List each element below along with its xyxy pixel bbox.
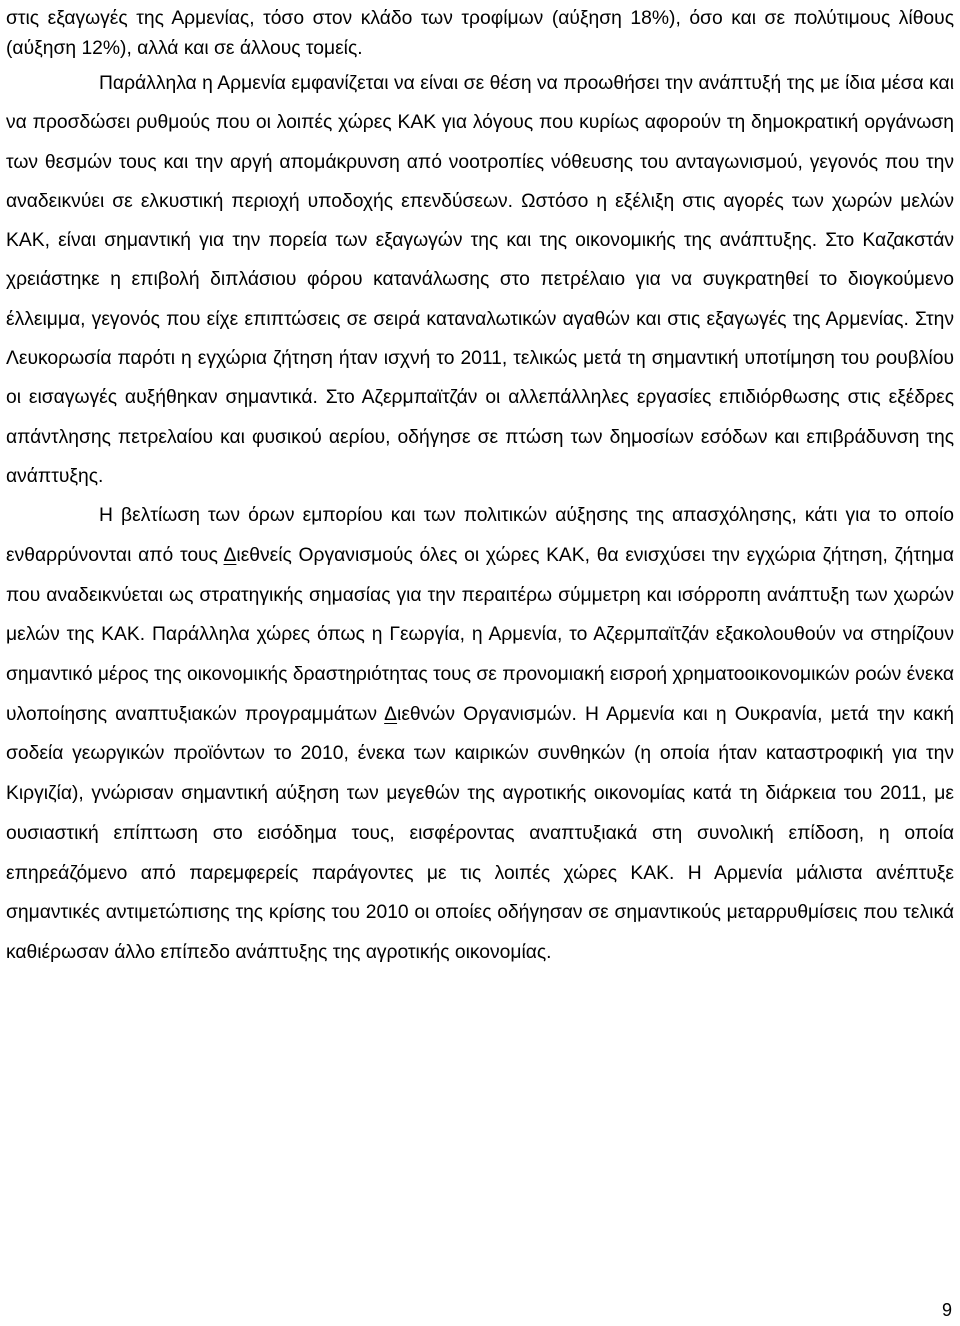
underlined-letter: Δ: [223, 544, 237, 566]
underlined-letter: Δ: [384, 703, 398, 725]
paragraph-continued: στις εξαγωγές της Αρμενίας, τόσο στον κλάδο των τροφίμων (αύξηση 18%), όσο και σε πολύτιμους λίθους (αύξηση 12%), αλλά και σε άλλους τομείς.: [6, 8, 954, 59]
paragraph-text: ιεθνών Οργανισμών. Η Αρμενία και η Ουκρανία, μετά την κακή σοδεία γεωργικών προϊόντων το 2010, ένεκα των καιρικών συνθηκών (η οποία ήταν καταστροφική για την Κιργιζία), γνώρισαν σημαντική αύξηση των μεγεθών της αγροτικής οικονομίας κατά τη διάρκεια του 2011, με ουσιαστική επίπτωση στο εισόδημα τους, εισφέροντας αναπτυξιακά στη συνολική επίδοση, η οποία επηρεάζόμενο από παρεμφερείς παράγοντες με τις λοιπές χώρες ΚΑΚ. Η Αρμενία μάλιστα ανέπτυξε σημαντικές αντιμετώπισης της κρίσης του 2010 οι οποίες οδήγησαν σε σημαντικούς μεταρρυθμίσεις που τελικά καθιέρωσαν άλλο επίπεδο ανάπτυξης της αγροτικής οικονομίας.: [6, 703, 954, 963]
page-number: 9: [941, 1300, 952, 1320]
paragraph-trade-terms: [6, 496, 954, 972]
paragraph-text: ιεθνείς Οργανισμούς όλες οι χώρες ΚΑΚ, θα ενισχύσει την εγχώρια ζήτηση, ζήτημα που αναδεικνύεται ως στρατηγικής σημασίας για την περαιτέρω σύμμετρη και ισόρροπη ανάπτυξη των χωρών μελών της ΚΑΚ. Παράλληλα χώρες όπως η Γεωργία, η Αρμενία, το Αζερμπαϊτζάν εξακολουθούν να στηρίζουν σημαντικό μέρος της οικονομικής δραστηριότητας τους σε προνομιακή εισροή χρηματοοικονομικών ροών ένεκα υλοποίησης αναπτυξιακών προγραμμάτων: [6, 544, 955, 725]
document-page: [6, 0, 954, 973]
paragraph-text: Η βελτίωση των όρων εμπορίου και των πολιτικών αύξησης της απασχόλησης, κάτι για το οποίο ενθαρρύνονται από τους: [6, 505, 954, 566]
paragraph-armenia-investment: Παράλληλα η Αρμενία εμφανίζεται να είναι σε θέση να προωθήσει την ανάπτυξή της με ίδια μέσα και να προσδώσει ρυθμούς που οι λοιπές χώρες ΚΑΚ για λόγους που κυρίως αφορούν τη δημοκρατική οργάνωση των θεσμών τους και την αργή απομάκρυνση από νοοτροπίες νόθευσης του ανταγωνισμού, γεγονός που την αναδεικνύει σε ελκυστική περιοχή υποδοχής επενδύσεων. Ωστόσο η εξέλιξη στις αγορές των χωρών μελών ΚΑΚ, είναι σημαντική για την πορεία των εξαγωγών της και της οικονομικής της ανάπτυξης. Στο Καζακστάν χρειάστηκε η επιβολή διπλάσιου φόρου κατανάλωσης στο πετρέλαιο για να συγκρατηθεί το διογκούμενο έλλειμμα, γεγονός που είχε επιπτώσεις σε σειρά καταναλωτικών αγαθών και στις εξαγωγές της Αρμενίας. Στην Λευκορωσία παρότι η εγχώρια ζήτηση ήταν ισχνή το 2011, τελικώς μετά τη σημαντική υποτίμηση του ρουβλίου οι εισαγωγές αυξήθηκαν σημαντικά. Στο Αζερμπαϊτζάν οι αλλεπάλληλες εργασίες επιδιόρθωσης στις εξέδρες απάντλησης πετρελαίου και φυσικού αερίου, οδήγησε σε πτώση των δημοσίων εσόδων και επιβράδυνση της ανάπτυξης.: [6, 73, 954, 487]
